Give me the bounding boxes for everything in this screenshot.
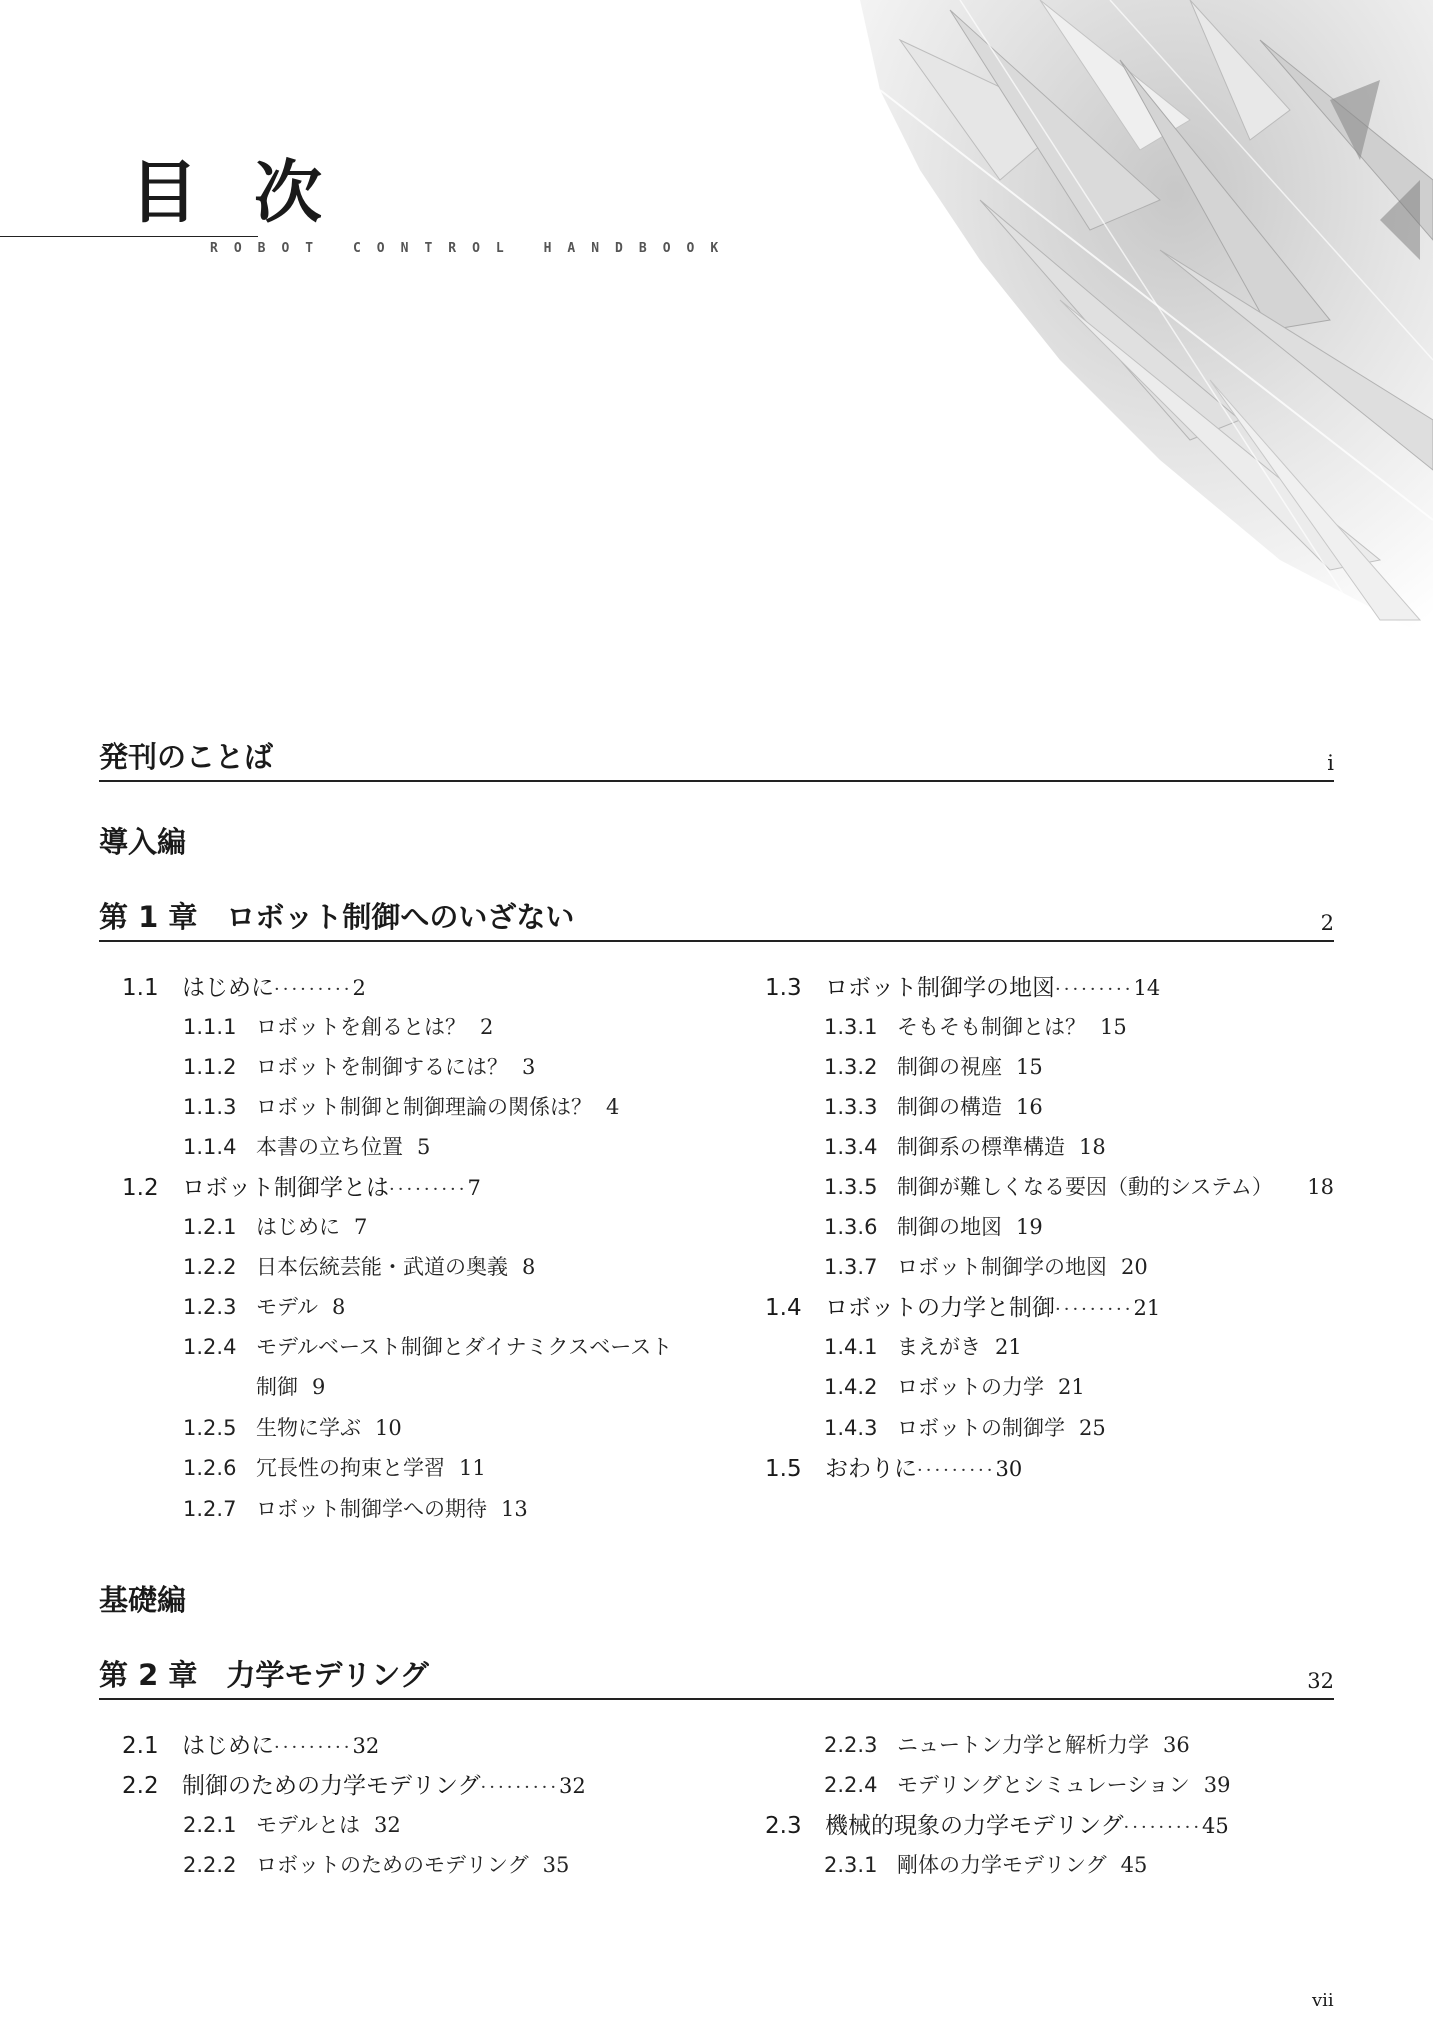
section-number: 2.3 [765, 1813, 802, 1839]
chapter-1-page: 2 [1320, 911, 1334, 935]
subsection-page: 15 [1100, 1015, 1127, 1039]
subsection-title: 日本伝統芸能・武道の奥義 [256, 1255, 508, 1279]
subsection-number: 1.2.1 [183, 1215, 237, 1239]
dot-leader: ········· [917, 1460, 996, 1481]
toc-entry-chapter-2[interactable] [99, 1654, 1334, 1700]
section-title: ロボットの力学と制御 [825, 1295, 1055, 1321]
subsection-page: 18 [1307, 1175, 1334, 1199]
subsection-page: 8 [522, 1255, 536, 1279]
chapter-2-label: 第 2 章 力学モデリング [99, 1658, 429, 1692]
section-page: 30 [995, 1457, 1023, 1481]
subsection-title: 冗長性の拘束と学習 [256, 1456, 445, 1480]
subsection-page: 15 [1016, 1055, 1043, 1079]
subsection-number: 1.3.6 [824, 1215, 878, 1239]
subsection-title: そもそも制御とは？ [897, 1015, 1086, 1039]
subsection-page: 36 [1163, 1733, 1190, 1757]
subsection-number: 1.2.7 [183, 1497, 237, 1521]
subsection-title: ロボットの制御学 [897, 1416, 1065, 1440]
subsection-title-continued: 制御 [256, 1375, 298, 1399]
section-title: ロボット制御学の地図 [825, 975, 1055, 1001]
toc-subsection-1-2-4-cont[interactable] [256, 1377, 325, 1398]
subsection-number: 1.4.3 [824, 1416, 878, 1440]
section-title: はじめに [182, 975, 274, 1001]
subsection-title: ロボットを創るとは？ [256, 1015, 466, 1039]
dot-leader: ········· [389, 1179, 468, 1200]
subsection-page: 5 [417, 1135, 431, 1159]
subsection-number: 2.2.1 [183, 1813, 237, 1837]
dot-leader: ········· [1055, 1299, 1134, 1320]
section-title: 制御のための力学モデリング [182, 1773, 481, 1799]
chapter-2-page: 32 [1307, 1669, 1334, 1693]
subsection-page: 10 [375, 1416, 402, 1440]
subsection-page: 39 [1203, 1773, 1231, 1797]
subsection-title: モデリングとシミュレーション [897, 1773, 1190, 1797]
subsection-title: モデルベースト制御とダイナミクスベースト [256, 1335, 673, 1359]
subsection-page: 11 [459, 1456, 486, 1480]
toc-section-1-1[interactable] [122, 977, 366, 1000]
subsection-number: 2.2.3 [824, 1733, 878, 1757]
subsection-page: 3 [522, 1055, 536, 1079]
subsection-page: 21 [1058, 1375, 1085, 1399]
dot-leader: ········· [1123, 1817, 1203, 1838]
section-number: 1.4 [765, 1295, 802, 1321]
subsection-number: 1.3.7 [824, 1255, 878, 1279]
subsection-number: 1.1.1 [183, 1015, 237, 1039]
dot-leader: ········· [274, 979, 353, 1000]
toc-section-1-5[interactable] [765, 1458, 1022, 1481]
preface-page: i [1327, 751, 1334, 775]
section-page: 14 [1133, 976, 1161, 1000]
subsection-number: 1.4.1 [824, 1335, 878, 1359]
part-heading-basics: 基礎編 [99, 1583, 187, 1617]
subsection-title: ロボットのためのモデリング [256, 1853, 529, 1877]
subsection-page: 21 [995, 1335, 1022, 1359]
subsection-title: 制御の視座 [897, 1055, 1002, 1079]
page-folio: vii [1312, 1990, 1334, 2011]
toc-entry-preface[interactable] [99, 736, 1334, 782]
section-number: 1.2 [122, 1175, 159, 1201]
section-title: 機械的現象の力学モデリング [825, 1813, 1124, 1839]
subsection-number: 2.2.4 [824, 1773, 878, 1797]
subsection-page: 45 [1120, 1853, 1148, 1877]
subsection-title: 制御系の標準構造 [897, 1135, 1065, 1159]
subsection-title: 制御の地図 [897, 1215, 1002, 1239]
subsection-title: モデルとは [256, 1813, 360, 1837]
subsection-number: 1.3.5 [824, 1175, 878, 1199]
subsection-title: 本書の立ち位置 [256, 1135, 403, 1159]
subsection-number: 2.2.2 [183, 1853, 237, 1877]
subsection-title: ロボット制御学への期待 [256, 1497, 487, 1521]
subsection-page: 13 [501, 1497, 528, 1521]
subsection-page: 16 [1016, 1095, 1043, 1119]
dot-leader: ········· [480, 1777, 560, 1798]
section-title: ロボット制御学とは [182, 1175, 389, 1201]
subsection-page: 35 [542, 1853, 570, 1877]
section-number: 1.5 [765, 1456, 802, 1482]
book-subtitle: ROBOT CONTROL HANDBOOK [210, 241, 735, 256]
subsection-number: 1.3.3 [824, 1095, 878, 1119]
subsection-title: ロボットの力学 [897, 1375, 1044, 1399]
subsection-number: 1.1.4 [183, 1135, 237, 1159]
subsection-title: まえがき [897, 1335, 981, 1359]
subsection-page: 4 [606, 1095, 620, 1119]
section-page: 21 [1133, 1296, 1161, 1320]
toc-section-1-2[interactable] [122, 1177, 481, 1200]
toc-section-1-3[interactable] [765, 977, 1160, 1000]
subsection-title: 制御が難しくなる要因（動的システム） [897, 1175, 1273, 1199]
subsection-title: 生物に学ぶ [256, 1416, 361, 1440]
crystal-decoration-image [860, 0, 1433, 640]
section-number: 1.1 [122, 975, 159, 1001]
subsection-page: 20 [1121, 1255, 1148, 1279]
subsection-number: 1.2.3 [183, 1295, 237, 1319]
subsection-title: 制御の構造 [897, 1095, 1002, 1119]
subsection-title: ロボット制御学の地図 [897, 1255, 1107, 1279]
subsection-page: 32 [373, 1813, 401, 1837]
section-page: 32 [559, 1774, 586, 1798]
section-title: おわりに [825, 1456, 917, 1482]
preface-label: 発刊のことば [99, 740, 274, 774]
subsection-page: 2 [480, 1015, 494, 1039]
subsection-page: 25 [1079, 1416, 1106, 1440]
subsection-page: 7 [354, 1215, 368, 1239]
subsection-title: ロボット制御と制御理論の関係は？ [256, 1095, 592, 1119]
dot-leader: ········· [274, 1737, 353, 1758]
section-page: 7 [467, 1176, 481, 1200]
toc-section-1-4[interactable] [765, 1297, 1160, 1320]
subsection-number: 1.2.4 [183, 1335, 237, 1359]
subsection-title: 剛体の力学モデリング [897, 1853, 1107, 1877]
subsection-number: 1.2.5 [183, 1416, 237, 1440]
section-page: 45 [1202, 1814, 1229, 1838]
subsection-title: はじめに [256, 1215, 340, 1239]
subsection-page: 9 [312, 1375, 326, 1399]
part-heading-intro: 導入編 [99, 825, 187, 859]
section-number: 1.3 [765, 975, 802, 1001]
subsection-number: 1.3.1 [824, 1015, 878, 1039]
section-page: 32 [352, 1734, 380, 1758]
subsection-number: 1.2.6 [183, 1456, 237, 1480]
subsection-page: 19 [1016, 1215, 1043, 1239]
section-title: はじめに [182, 1733, 274, 1759]
subsection-number: 1.2.2 [183, 1255, 237, 1279]
subsection-number: 2.3.1 [824, 1853, 878, 1877]
section-number: 2.1 [122, 1733, 159, 1759]
toc-section-2-1[interactable] [122, 1735, 379, 1758]
subsection-number: 1.1.3 [183, 1095, 237, 1119]
toc-section-2-3[interactable] [765, 1815, 1229, 1838]
section-number: 2.2 [122, 1773, 159, 1799]
subsection-title: ニュートン力学と解析力学 [897, 1733, 1149, 1757]
subsection-number: 1.3.4 [824, 1135, 878, 1159]
dot-leader: ········· [1055, 979, 1134, 1000]
title-rule [0, 236, 258, 237]
chapter-1-label: 第 1 章 ロボット制御へのいざない [99, 900, 575, 934]
subsection-number: 1.1.2 [183, 1055, 237, 1079]
toc-entry-chapter-1[interactable] [99, 896, 1334, 942]
section-page: 2 [352, 976, 366, 1000]
subsection-number: 1.3.2 [824, 1055, 878, 1079]
subsection-page: 8 [331, 1295, 346, 1319]
page-title: 目次 [130, 154, 379, 233]
subsection-title: ロボットを制御するには？ [256, 1055, 508, 1079]
subsection-title: モデル [256, 1295, 318, 1319]
toc-section-2-2[interactable] [122, 1775, 586, 1798]
subsection-page: 18 [1079, 1135, 1106, 1159]
subsection-number: 1.4.2 [824, 1375, 878, 1399]
